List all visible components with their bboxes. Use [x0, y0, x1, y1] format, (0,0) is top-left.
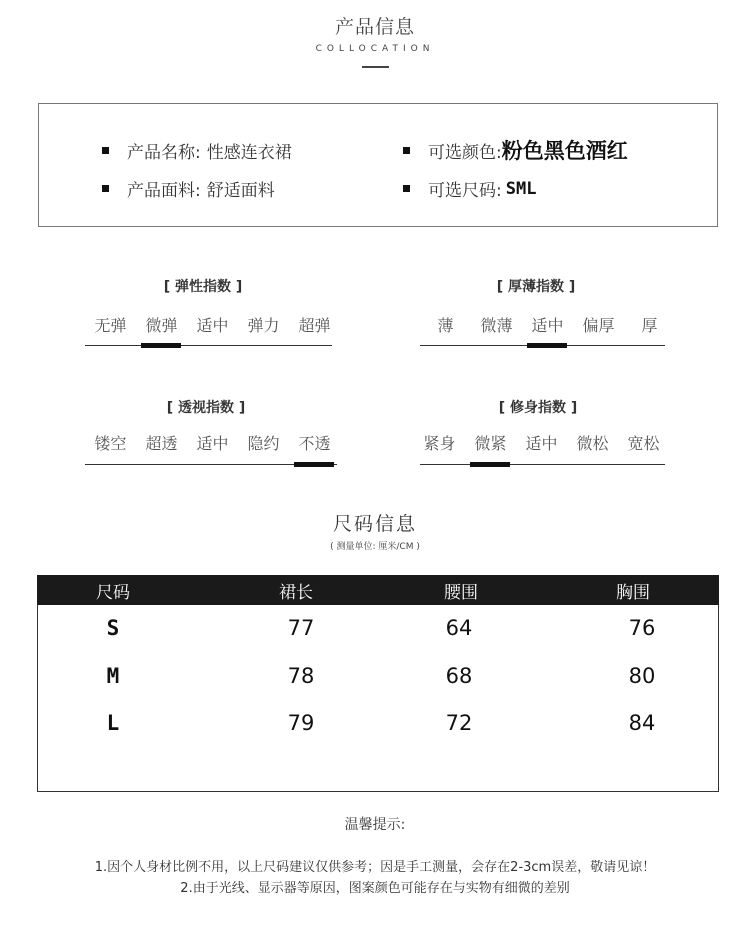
- table-cell: 68: [445, 664, 473, 688]
- product-color-label: 可选颜色:: [428, 142, 502, 163]
- table-cell: 76: [628, 616, 656, 640]
- product-name-label: 产品名称:: [127, 143, 201, 163]
- elasticity-option: 超弹: [298, 316, 331, 335]
- tip-line-1: 1.因个人身材比例不用，以上尺码建议仅供参考；因是手工测量，会存在2-3cm误差，敬请见谅！: [94, 860, 656, 875]
- table-cell: 80: [628, 664, 656, 688]
- transparency-option: 超透: [145, 434, 178, 453]
- table-cell: S: [106, 616, 120, 640]
- thickness-selected-marker: [527, 343, 567, 348]
- transparency-option: 镂空: [94, 434, 127, 453]
- fit-option: 微松: [576, 434, 609, 453]
- elasticity-option: 弹力: [247, 316, 280, 335]
- measurement-unit: ( 测量单位: 厘米/CM ): [330, 542, 420, 552]
- transparency-index-title: [ 透视指数 ]: [166, 400, 246, 416]
- thickness-options: [420, 313, 675, 336]
- product-color-value: 粉色黑色酒红: [501, 139, 628, 163]
- fit-option: 微紧: [474, 434, 507, 453]
- table-header-length: 裙长: [279, 583, 313, 603]
- product-name-row: [102, 138, 292, 163]
- page-title: 产品信息: [334, 16, 415, 38]
- fit-scale-line: [420, 464, 665, 465]
- thickness-option: 偏厚: [582, 316, 615, 335]
- table-cell: L: [106, 711, 120, 735]
- thickness-index-title: [ 厚薄指数 ]: [496, 279, 576, 295]
- table-cell: 78: [287, 664, 315, 688]
- transparency-option: 隐约: [247, 434, 280, 453]
- table-cell: 79: [287, 711, 315, 735]
- bullet-icon: [102, 185, 109, 192]
- product-size-value: SML: [505, 178, 537, 199]
- elasticity-options: [85, 313, 340, 336]
- transparency-option: 适中: [196, 434, 229, 453]
- page-subtitle: COLLOCATION: [315, 44, 435, 54]
- product-fabric-label: 产品面料:: [127, 181, 201, 201]
- fit-option: 适中: [525, 434, 558, 453]
- product-fabric-value: 舒适面料: [206, 181, 275, 201]
- table-header-size: 尺码: [96, 583, 130, 603]
- elasticity-scale-line: [85, 345, 332, 346]
- product-fabric-row: [102, 176, 275, 201]
- size-info-title: 尺码信息: [332, 513, 417, 535]
- thickness-option: 微薄: [480, 316, 513, 335]
- product-name-value: 性感连衣裙: [206, 143, 292, 163]
- fit-option: 宽松: [627, 434, 660, 453]
- title-divider: [362, 66, 389, 68]
- table-header-bust: 胸围: [616, 583, 650, 603]
- thickness-option: 厚: [641, 316, 658, 335]
- transparency-selected-marker: [294, 462, 334, 467]
- table-cell: 84: [628, 711, 656, 735]
- elasticity-option: 微弹: [145, 316, 178, 335]
- table-cell: 64: [445, 616, 473, 640]
- elasticity-option: 适中: [196, 316, 229, 335]
- tip-line-2: 2.由于光线、显示器等原因，图案颜色可能存在与实物有细微的差别: [180, 881, 570, 896]
- fit-selected-marker: [470, 462, 510, 467]
- bullet-icon: [403, 147, 410, 154]
- table-cell: 77: [287, 616, 315, 640]
- transparency-options: [85, 431, 340, 454]
- product-size-row: [403, 176, 536, 201]
- bullet-icon: [403, 185, 410, 192]
- product-info-box: [38, 103, 718, 227]
- elasticity-option: 无弹: [94, 316, 127, 335]
- product-color-row: [403, 135, 628, 165]
- bullet-icon: [102, 147, 109, 154]
- table-cell: 72: [445, 711, 473, 735]
- table-cell: M: [106, 664, 120, 688]
- fit-option: 紧身: [423, 434, 456, 453]
- elasticity-index-title: [ 弹性指数 ]: [163, 279, 243, 295]
- transparency-option: 不透: [298, 434, 331, 453]
- table-header-waist: 腰围: [444, 583, 478, 603]
- tips-title: 温馨提示:: [344, 817, 406, 833]
- thickness-option: 薄: [437, 316, 454, 335]
- thickness-option: 适中: [531, 316, 564, 335]
- product-size-label: 可选尺码:: [428, 181, 502, 201]
- elasticity-selected-marker: [141, 343, 181, 348]
- fit-options: [414, 431, 669, 454]
- fit-index-title: [ 修身指数 ]: [498, 400, 578, 416]
